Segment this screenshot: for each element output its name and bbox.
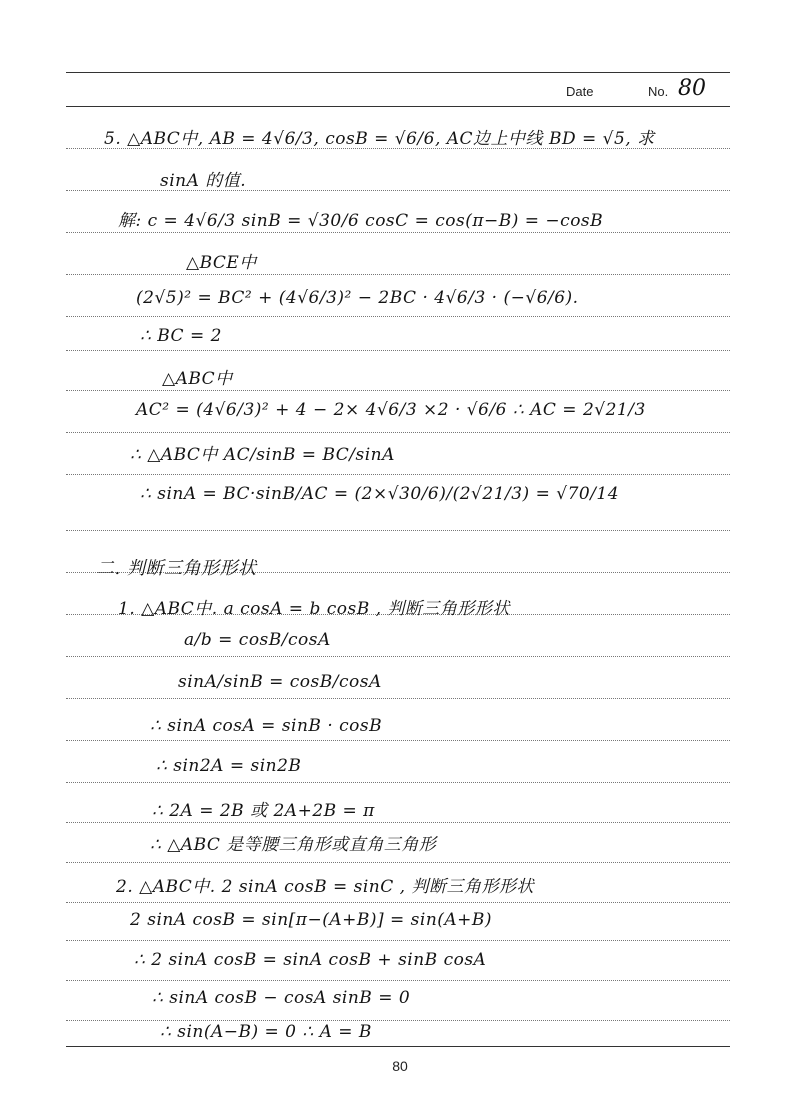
ruled-line xyxy=(66,698,730,699)
problem-2-step-3: ∴ sinA cosB − cosA sinB = 0 xyxy=(152,988,411,1008)
ruled-line xyxy=(66,316,730,317)
problem-2-step-2: ∴ 2 sinA cosB = sinA cosB + sinB cosA xyxy=(134,950,487,970)
cosine-rule-equation: (2√5)² = BC² + (4√6/3)² − 2BC · 4√6/3 · (−√6/6). xyxy=(136,288,579,308)
sine-ratio-line: sinA/sinB = cosB/cosA xyxy=(178,672,382,692)
ratio-line: a/b = cosB/cosA xyxy=(184,630,331,650)
ruled-line xyxy=(66,940,730,941)
sina-result: ∴ sinA = BC·sinB/AC = (2×√30/6)/(2√21/3) = √70/14 xyxy=(140,484,620,504)
ruled-line xyxy=(66,980,730,981)
double-angle-line: ∴ sin2A = sin2B xyxy=(156,756,302,776)
footer-rule xyxy=(66,1046,730,1047)
solution-line: 解: c = 4√6/3 sinB = √30/6 cosC = cos(π−B) = −cosB xyxy=(118,211,604,231)
ruled-line xyxy=(66,740,730,741)
ruled-line xyxy=(66,902,730,903)
section-2-heading: 二. 判断三角形形状 xyxy=(96,558,257,579)
ruled-line xyxy=(66,530,730,531)
ruled-line xyxy=(66,432,730,433)
ruled-line xyxy=(66,782,730,783)
ruled-line xyxy=(66,862,730,863)
problem-1-statement: 1. △ABC中. a cosA = b cosB , 判断三角形形状 xyxy=(118,599,510,619)
problem-2-step-4: ∴ sin(A−B) = 0 ∴ A = B xyxy=(160,1022,372,1042)
ruled-line xyxy=(66,1020,730,1021)
product-equality-line: ∴ sinA cosA = sinB · cosB xyxy=(150,716,383,736)
triangle-bce-label: △BCE中 xyxy=(186,253,257,273)
problem-5-statement-cont: sinA 的值. xyxy=(160,171,247,191)
no-label: No. xyxy=(648,84,669,99)
problem-1-conclusion: ∴ △ABC 是等腰三角形或直角三角形 xyxy=(150,835,437,855)
problem-2-statement: 2. △ABC中. 2 sinA cosB = sinC , 判断三角形形状 xyxy=(116,877,534,897)
ruled-line xyxy=(66,656,730,657)
ruled-line xyxy=(66,474,730,475)
ruled-line xyxy=(66,822,730,823)
bc-result: ∴ BC = 2 xyxy=(140,326,222,346)
ac-squared-equation: AC² = (4√6/3)² + 4 − 2× 4√6/3 ×2 · √6/6 ∴ AC = 2√21/3 xyxy=(136,400,646,420)
ruled-line xyxy=(66,274,730,275)
problem-5-statement: 5. △ABC中, AB = 4√6/3, cosB = √6/6, AC边上中线 BD = √5, 求 xyxy=(104,129,655,149)
angle-cases-line: ∴ 2A = 2B 或 2A+2B = π xyxy=(152,801,375,821)
date-label: Date xyxy=(566,84,594,99)
ruled-line xyxy=(66,350,730,351)
problem-2-step-1: 2 sinA cosB = sin[π−(A+B)] = sin(A+B) xyxy=(130,910,493,930)
sine-rule-line: ∴ △ABC中 AC/sinB = BC/sinA xyxy=(130,445,395,465)
no-value: 80 xyxy=(678,76,706,101)
header-bottom-rule xyxy=(66,106,730,107)
triangle-abc-label: △ABC中 xyxy=(162,369,233,389)
ruled-line xyxy=(66,232,730,233)
page-number: 80 xyxy=(392,1058,408,1074)
header-top-rule xyxy=(66,72,730,73)
ruled-line xyxy=(66,390,730,391)
